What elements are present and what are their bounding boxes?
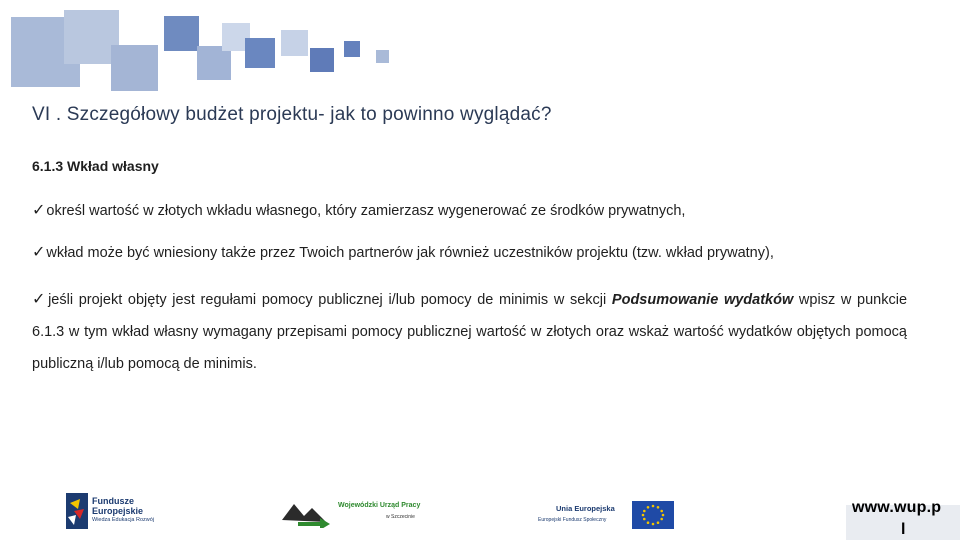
url-text: www.wup.p	[852, 499, 942, 516]
section-subtitle: 6.1.3 Wkład własny	[32, 158, 159, 174]
bullet-text-before: jeśli projekt objęty jest regułami pomocy publicznej i/lub pomocy de minimis w sekcji	[48, 292, 612, 308]
checkmark-icon: ✓	[32, 291, 48, 308]
bullet-item	[32, 200, 907, 220]
deco-square	[344, 41, 360, 57]
eu-flag-icon	[632, 501, 674, 529]
deco-square	[164, 16, 199, 51]
logo-wup	[280, 498, 430, 528]
logo-ue-text: Unia Europejska	[556, 504, 615, 513]
logo-unia-europejska	[538, 500, 678, 532]
logo-fundusze-europejskie	[66, 493, 176, 531]
deco-square	[281, 30, 308, 56]
bullet-text-emphasis: Podsumowanie wydatków	[611, 292, 794, 308]
wup-emblem-icon	[280, 498, 336, 528]
checkmark-icon: ✓	[32, 202, 46, 219]
page-title: VI . Szczegółowy budżet projektu- jak to powinno wyglądać?	[32, 104, 552, 125]
bullet-text-after: wpisz w punkcie 6.1.3 w tym wkład własny wymagany przepisami pomocy publicznej wartość w złotych oraz wskaż wartość wydatków objętych pomocą publiczną i/lub pomocą de minimis.	[32, 292, 908, 372]
bullet-text: określ wartość w złotych wkładu własnego, który zamierzasz wygenerować ze środków prywatnych,	[46, 203, 686, 219]
logo-wup-text: Wojewódzki Urząd Pracy	[338, 502, 421, 509]
bullet-item	[32, 284, 907, 380]
deco-square	[245, 38, 275, 68]
checkmark-icon: ✓	[32, 244, 46, 261]
url-text-overflow: l	[901, 521, 906, 538]
website-url[interactable]	[846, 499, 960, 540]
logo-ue-subtext: Europejski Fundusz Społeczny	[538, 517, 607, 523]
fe-star-icon	[66, 493, 88, 529]
logo-fe-subtext: Wiedza Edukacja Rozwój	[92, 517, 155, 523]
bullet-item	[32, 242, 907, 262]
logo-wup-subtext: w Szczecinie	[386, 514, 415, 520]
footer-logos	[0, 490, 960, 540]
deco-square	[111, 45, 158, 91]
deco-square	[376, 50, 389, 63]
deco-square	[310, 48, 334, 72]
bullet-text: wkład może być wniesiony także przez Twoich partnerów jak również uczestników projektu (tzw. wkład prywatny),	[46, 245, 774, 261]
logo-fe-text: Fundusze Europejskie	[92, 496, 144, 516]
deco-square	[197, 46, 231, 80]
